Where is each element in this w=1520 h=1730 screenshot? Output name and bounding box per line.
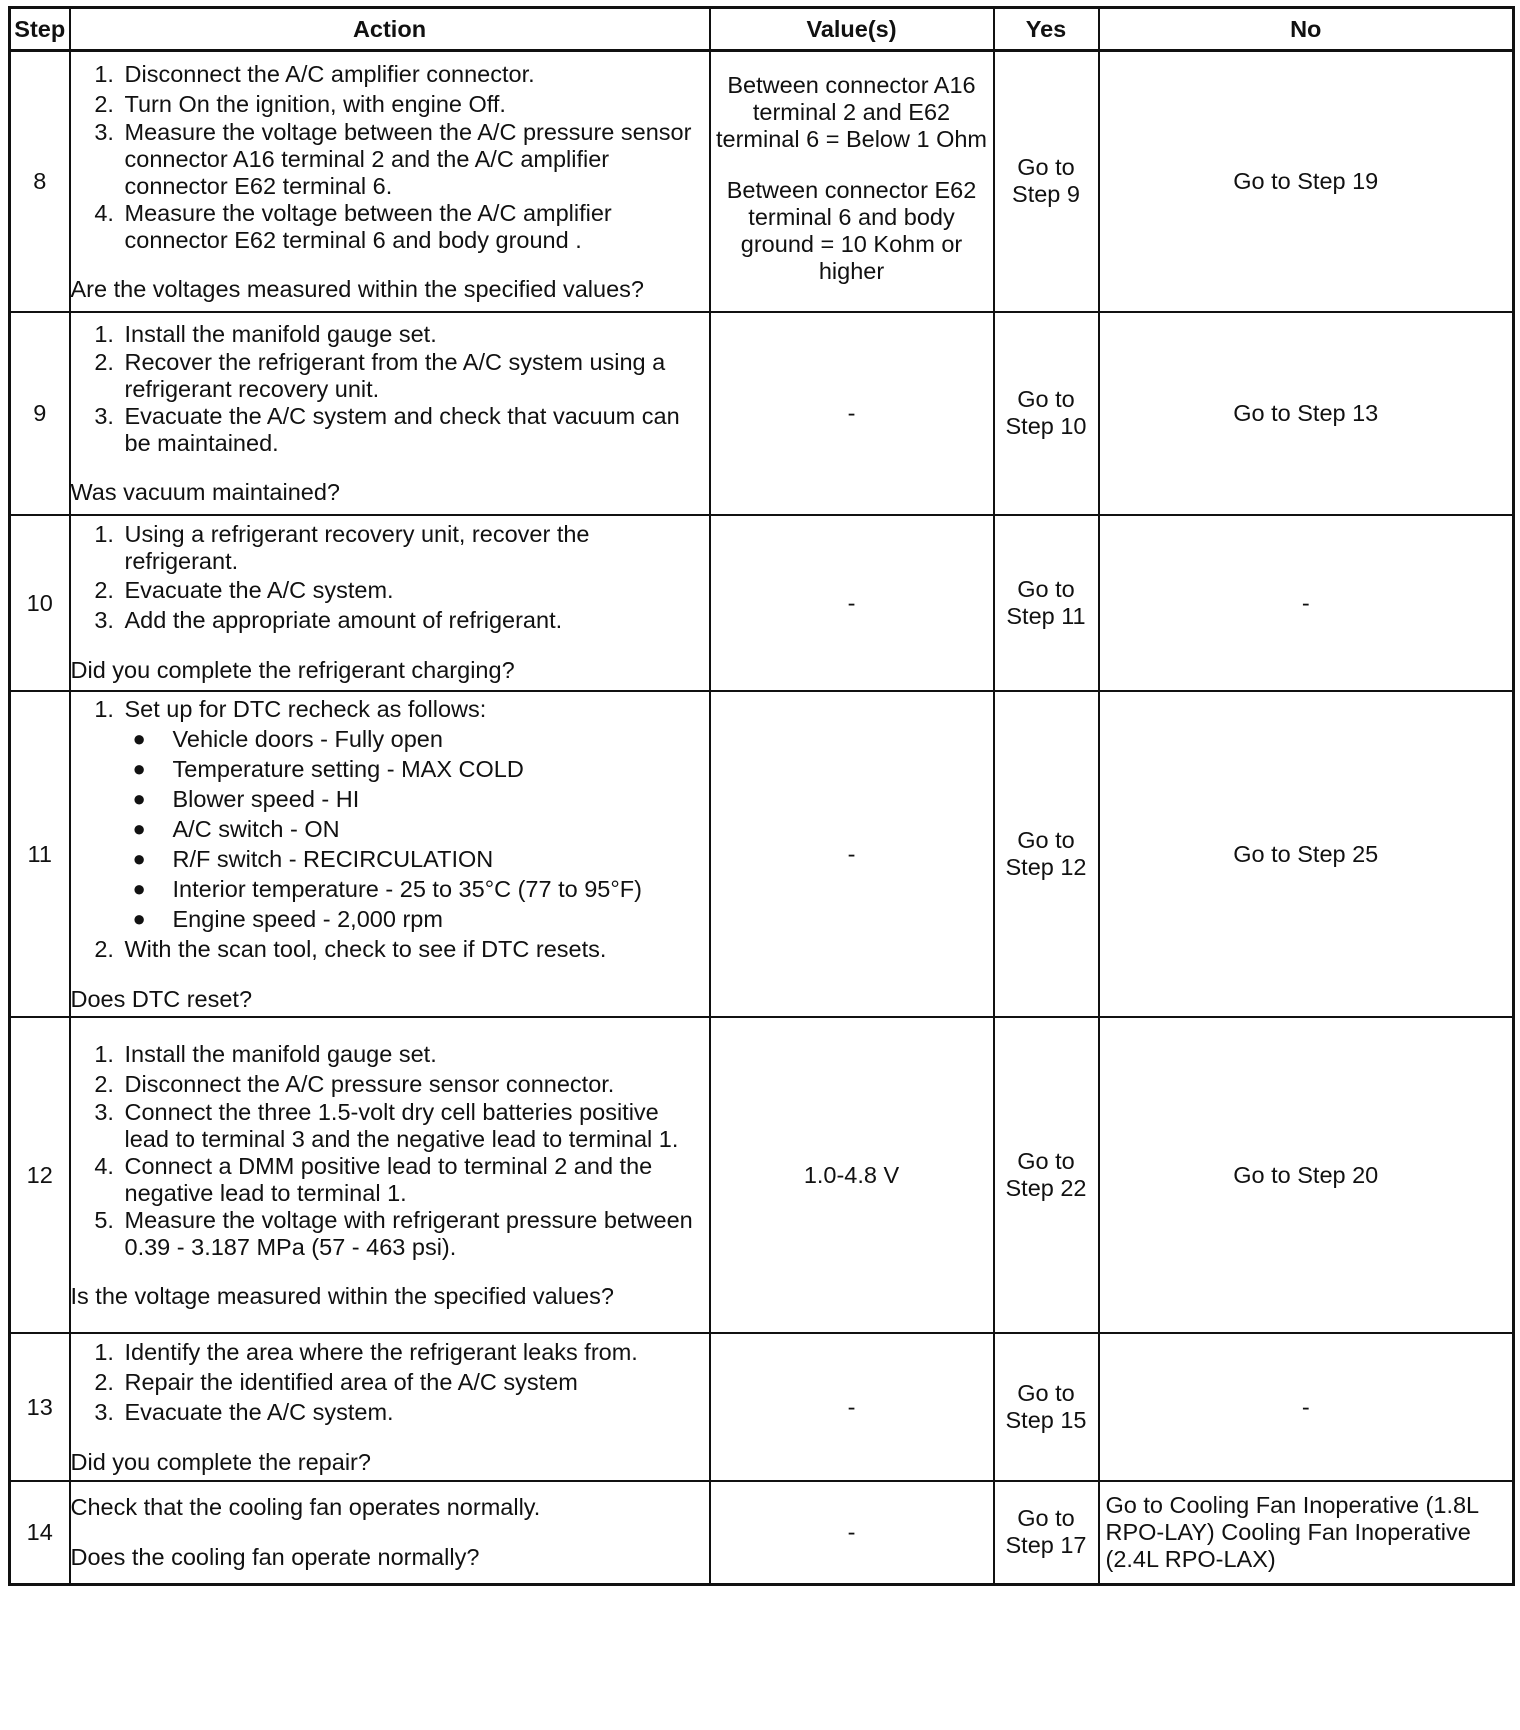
question-text: Does the cooling fan operate normally? <box>70 1544 480 1571</box>
step-number: 8 <box>10 51 70 312</box>
action-list <box>71 1039 709 1261</box>
list-item-text: Set up for DTC recheck as follows: <box>124 695 487 722</box>
sub-list-item: ● Temperature setting - MAX COLD <box>167 754 709 784</box>
yes-cell: Go to Step 11 <box>994 515 1099 691</box>
action-list <box>71 319 709 457</box>
values-cell: - <box>710 1481 994 1585</box>
yes-cell: Go to Step 22 <box>994 1017 1099 1333</box>
step-number: 10 <box>10 515 70 691</box>
action-cell <box>70 691 710 1017</box>
step-number: 11 <box>10 691 70 1017</box>
step-number: 12 <box>10 1017 70 1333</box>
question-text: Does DTC reset? <box>70 985 253 1012</box>
yes-cell: Go to Step 15 <box>994 1333 1099 1481</box>
list-item: 2. Repair the identified area of the A/C system <box>121 1367 709 1397</box>
action-cell <box>70 1333 710 1481</box>
no-cell: Go to Step 19 <box>1099 51 1514 312</box>
no-cell: Go to Step 13 <box>1099 312 1514 515</box>
no-cell: Go to Cooling Fan Inoperative (1.8L RPO-LAY) Cooling Fan Inoperative (2.4L RPO-LAX) <box>1099 1481 1514 1585</box>
sub-list-item: ● R/F switch - RECIRCULATION <box>167 844 709 874</box>
list-item: 1. Identify the area where the refrigerant leaks from. <box>121 1337 709 1367</box>
action-cell <box>70 1481 710 1585</box>
action-text: Check that the cooling fan operates normally. <box>70 1494 541 1521</box>
question-text: Is the voltage measured within the specified values? <box>70 1282 614 1309</box>
list-item: 3. Add the appropriate amount of refrigerant. <box>121 605 709 635</box>
action-cell <box>70 1017 710 1333</box>
table-row <box>10 1017 1514 1333</box>
list-item: 1. Install the manifold gauge set. <box>121 1039 709 1069</box>
diagnostic-table-wrapper <box>8 6 1515 1586</box>
list-item: 4. Measure the voltage between the A/C amplifier connector E62 terminal 6 and body ground . <box>121 200 709 254</box>
sub-list-item: ● A/C switch - ON <box>167 814 709 844</box>
list-item: 2. Disconnect the A/C pressure sensor connector. <box>121 1069 709 1099</box>
value-text: Between connector A16 terminal 2 and E62 terminal 6 = Below 1 Ohm <box>715 72 988 152</box>
list-item: 2. Evacuate the A/C system. <box>121 575 709 605</box>
header-step: Step <box>10 8 70 51</box>
list-item: 2. Recover the refrigerant from the A/C system using a refrigerant recovery unit. <box>121 349 709 403</box>
header-no: No <box>1099 8 1514 51</box>
action-list <box>71 1337 709 1427</box>
step-number: 13 <box>10 1333 70 1481</box>
yes-cell: Go to Step 12 <box>994 691 1099 1017</box>
action-cell <box>70 51 710 312</box>
values-cell: - <box>710 1333 994 1481</box>
question-text: Did you complete the refrigerant charging? <box>70 656 515 683</box>
diagnostic-table <box>8 6 1515 1586</box>
action-cell <box>70 312 710 515</box>
table-row <box>10 51 1514 312</box>
list-item: 1. Using a refrigerant recovery unit, recover the refrigerant. <box>121 521 709 575</box>
no-cell: Go to Step 25 <box>1099 691 1514 1017</box>
list-item: 4. Connect a DMM positive lead to terminal 2 and the negative lead to terminal 1. <box>121 1153 709 1207</box>
step-number: 14 <box>10 1481 70 1585</box>
list-item: 1. Disconnect the A/C amplifier connector. <box>121 59 709 89</box>
header-values: Value(s) <box>710 8 994 51</box>
sub-list-item: ● Interior temperature - 25 to 35°C (77 to 95°F) <box>167 874 709 904</box>
list-item: 1. Install the manifold gauge set. <box>121 319 709 349</box>
sub-list <box>125 724 709 934</box>
table-row <box>10 691 1514 1017</box>
values-cell: - <box>710 691 994 1017</box>
action-cell <box>70 515 710 691</box>
no-cell: - <box>1099 1333 1514 1481</box>
table-row <box>10 1333 1514 1481</box>
question-text: Was vacuum maintained? <box>70 479 341 505</box>
list-item <box>121 694 709 934</box>
list-item: 2. Turn On the ignition, with engine Off. <box>121 89 709 119</box>
table-row <box>10 515 1514 691</box>
no-cell: - <box>1099 515 1514 691</box>
no-cell: Go to Step 20 <box>1099 1017 1514 1333</box>
question-text: Did you complete the repair? <box>70 1448 371 1475</box>
list-item: 3. Measure the voltage between the A/C pressure sensor connector A16 terminal 2 and the A/C amplifier connector E62 terminal 6. <box>121 119 709 200</box>
list-item: 5. Measure the voltage with refrigerant pressure between 0.39 - 3.187 MPa (57 - 463 psi). <box>121 1207 709 1261</box>
table-row <box>10 312 1514 515</box>
question-text: Are the voltages measured within the specified values? <box>70 275 644 302</box>
values-cell <box>710 51 994 312</box>
values-cell: - <box>710 312 994 515</box>
step-number: 9 <box>10 312 70 515</box>
list-item: 3. Evacuate the A/C system. <box>121 1397 709 1427</box>
value-text: Between connector E62 terminal 6 and body ground = 10 Kohm or higher <box>726 177 977 284</box>
list-item: 2. With the scan tool, check to see if DTC resets. <box>121 934 709 964</box>
header-row <box>10 8 1514 51</box>
header-yes: Yes <box>994 8 1099 51</box>
action-list <box>71 521 709 635</box>
list-item: 3. Evacuate the A/C system and check that vacuum can be maintained. <box>121 403 709 457</box>
yes-cell: Go to Step 9 <box>994 51 1099 312</box>
header-action: Action <box>70 8 710 51</box>
sub-list-item: ● Vehicle doors - Fully open <box>167 724 709 754</box>
sub-list-item: ● Engine speed - 2,000 rpm <box>167 904 709 934</box>
action-list <box>71 59 709 254</box>
action-list <box>71 694 709 964</box>
yes-cell: Go to Step 10 <box>994 312 1099 515</box>
values-cell: - <box>710 515 994 691</box>
values-cell: 1.0-4.8 V <box>710 1017 994 1333</box>
list-item: 3. Connect the three 1.5-volt dry cell batteries positive lead to terminal 3 and the negative lead to terminal 1. <box>121 1099 709 1153</box>
table-row <box>10 1481 1514 1585</box>
sub-list-item: ● Blower speed - HI <box>167 784 709 814</box>
yes-cell: Go to Step 17 <box>994 1481 1099 1585</box>
